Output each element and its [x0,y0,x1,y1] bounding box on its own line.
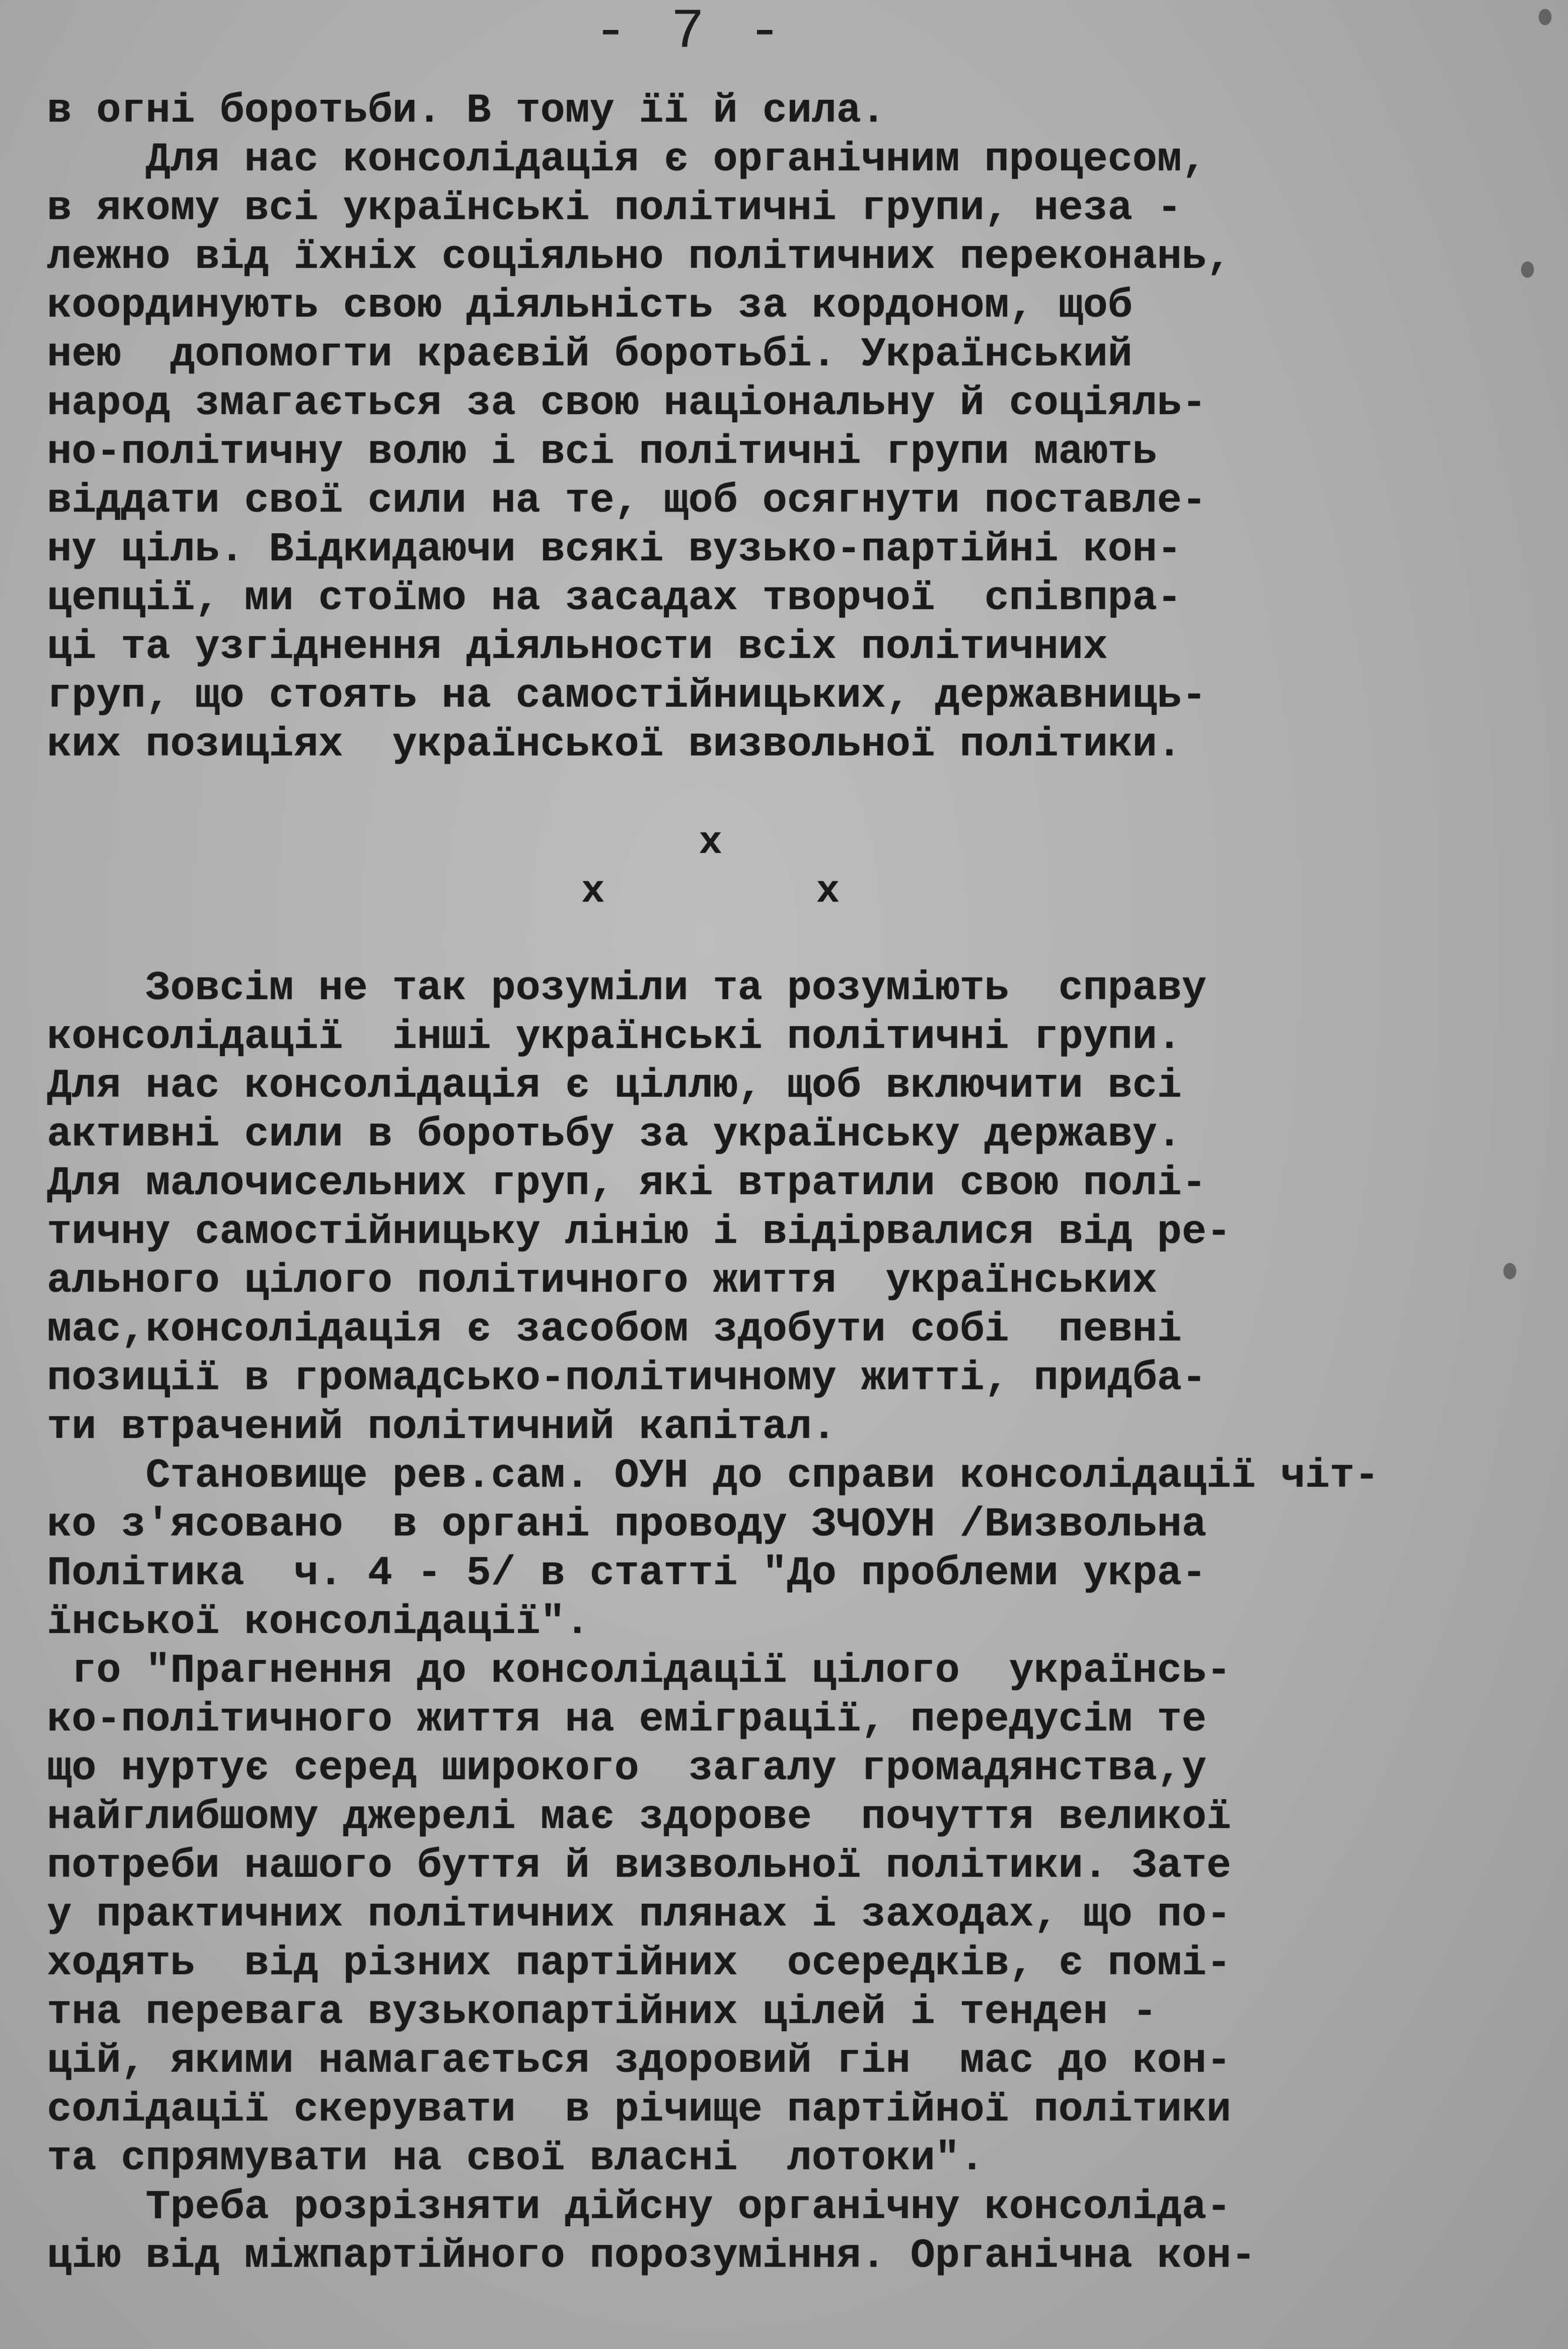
text-line: цію від міжпартійного порозуміння. Органічна кон- [47,2233,1256,2280]
text-line: віддати свої сили на те, щоб осягнути поставле- [47,478,1207,525]
paragraph-2 [47,965,1539,1452]
text-line: Для нас консолідація є органічним процесом, [47,137,1207,183]
text-line: тичну самостійницьку лінію і відірвалися від ре- [47,1209,1231,1256]
text-line: нею допомогти краєвій боротьбі. Український [47,332,1133,378]
text-line: Для нас консолідація є ціллю, щоб включити всі [47,1063,1182,1110]
paragraph-1 [47,87,1539,769]
spacer [47,916,1539,965]
section-separator-bottom [47,867,1539,916]
text-line: ального цілого політичного життя українських [47,1258,1158,1305]
text-line: го "Прагнення до консолідації цілого українсь- [47,1648,1231,1695]
section-separator-top [47,818,1539,867]
typewritten-text [47,87,1539,2281]
text-line: координують свою діяльність за кордоном, щоб [47,283,1133,330]
text-line: Становище рев.сам. ОУН до справи консолідації чіт- [47,1453,1379,1500]
text-line: позиції в громадсько-політичному житті, придба- [47,1356,1207,1402]
text-line: лежно від їхніх соціяльно політичних переконань, [47,234,1231,281]
text-line: в огні боротьби. В тому її й сила. [47,88,886,135]
text-line: цій, якими намагається здоровий гін мас до кон- [47,2038,1231,2085]
text-line: цепції, ми стоїмо на засадах творчої співпра- [47,576,1182,622]
spacer [47,769,1539,818]
text-line: активні сили в боротьбу за українську державу. [47,1112,1182,1158]
text-line: потреби нашого буття й визвольної політики. Зате [47,1843,1231,1890]
text-line: та спрямувати на свої власні лотоки". [47,2136,985,2182]
separator-mark: x [816,869,840,913]
text-line: їнської консолідації". [47,1599,590,1646]
text-line: ну ціль. Відкидаючи всякі вузько-партійні кон- [47,527,1182,573]
separator-mark: x [699,821,722,865]
text-line: Для малочисельних груп, які втратили свою полі- [47,1161,1207,1207]
separator-mark: x [581,869,605,913]
text-line: тна перевага вузькопартійних цілей і тенден - [47,1990,1158,2036]
text-line: но-політичну волю і всі політичні групи мають [47,429,1158,476]
page-number: - 7 - [593,0,787,64]
ink-speck [1539,9,1552,25]
paragraph-3 [47,1452,1539,1647]
paragraph-4 [47,2183,1539,2281]
text-line: ці та узгіднення діяльности всіх політичних [47,624,1108,671]
text-line: Треба розрізняти дійсну органічну консоліда- [47,2185,1231,2231]
text-line: консолідації інші українські політичні групи. [47,1014,1182,1061]
text-line: найглибшому джерелі має здорове почуття великої [47,1794,1231,1841]
text-line: ко-політичного життя на еміграції, передусім те [47,1697,1207,1743]
text-line: мас,консолідація є засобом здобути собі певні [47,1307,1182,1353]
text-line: Політика ч. 4 - 5/ в статті "До проблеми укра- [47,1551,1207,1597]
text-line: у практичних політичних плянах і заходах, що по- [47,1892,1231,1938]
text-line: ких позиціях української визвольної політики. [47,722,1182,768]
ink-speck [1521,261,1534,278]
text-line: народ змагається за свою національну й соціяль- [47,381,1207,427]
text-line: солідації скерувати в річище партійної політики [47,2087,1231,2133]
quotation [47,1647,1539,2183]
text-line: Зовсім не так розуміли та розуміють справу [47,966,1207,1012]
text-line: що нуртує серед широкого загалу громадянства,у [47,1746,1207,1792]
text-line: ко з'ясовано в органі проводу ЗЧОУН /Визвольна [47,1502,1207,1548]
text-line: в якому всі українські політичні групи, неза - [47,186,1182,232]
text-line: ходять від різних партійних осередків, є помі- [47,1941,1231,1987]
text-line: груп, що стоять на самостійницьких, державниць- [47,673,1207,720]
ink-speck [1503,1263,1516,1279]
text-line: ти втрачений політичний капітал. [47,1404,837,1451]
